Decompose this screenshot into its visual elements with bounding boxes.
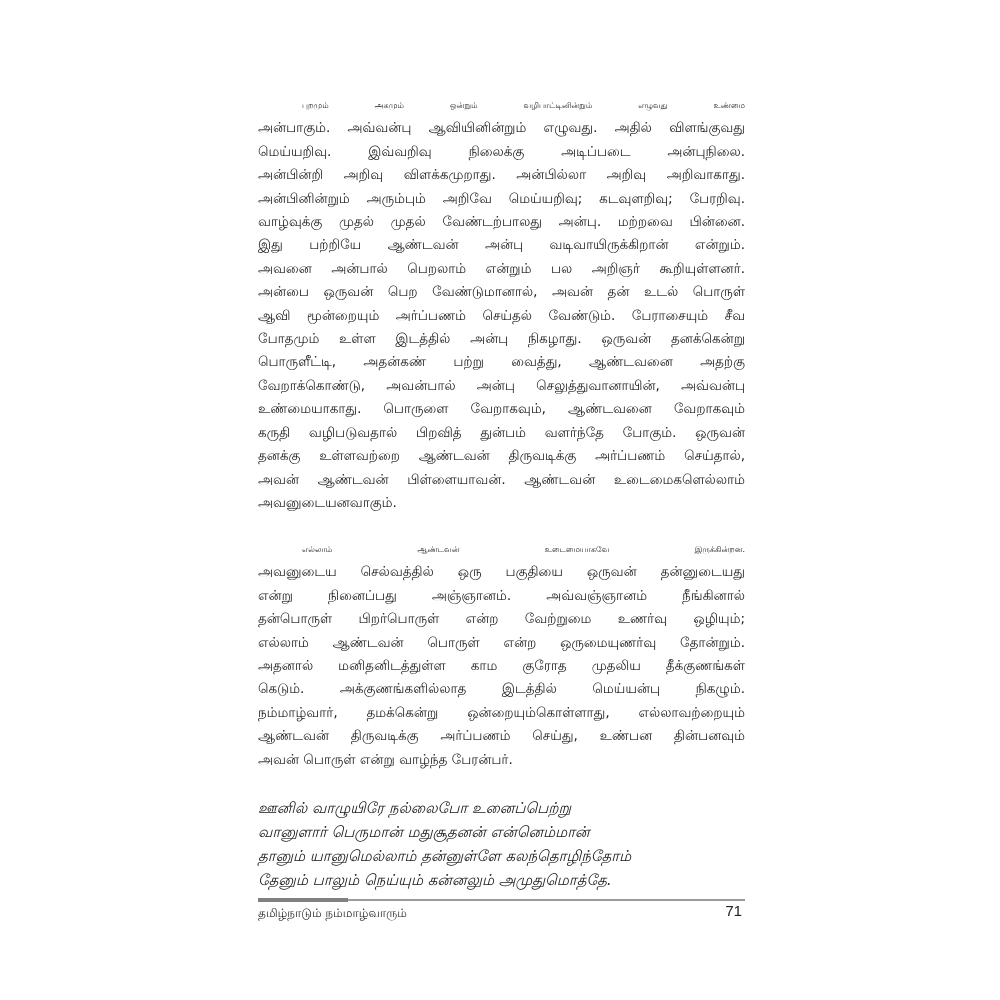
- text-line: அதனால் மனிதனிடத்துள்ள காம குரோத முதலிய தீக்குணங்கள்: [258, 658, 745, 675]
- text-line: புறமும் அகமும் ஒன்றும் வழிபாட்டினின்றும் எழுவது உண்மை: [302, 101, 745, 110]
- page-number: 71: [725, 903, 742, 920]
- text-line: போதமும் உள்ள இடத்தில் அன்பு நிகழாது. ஒருவன் தனக்கென்று: [258, 331, 745, 348]
- text-line: கருதி வழிபடுவதால் பிறவித் துன்பம் வளர்ந்தே போகும். ஒருவன்: [258, 424, 745, 441]
- running-footer-title: தமிழ்நாடும் நம்மாழ்வாரும்: [258, 906, 407, 920]
- text-line: அன்பாகும். அவ்வன்பு ஆவியினின்றும் எழுவது. அதில் விளங்குவது: [258, 120, 745, 137]
- text-line: ஆவி மூன்றையும் அர்ப்பணம் செய்தல் வேண்டும். பேராசையும் சீவ: [258, 307, 745, 324]
- paragraph-2: [258, 538, 745, 772]
- text-line: வாழ்வுக்கு முதல் முதல் வேண்டற்பாலது அன்பு. மற்றவை பின்னை.: [258, 214, 745, 231]
- verse-line: தானும் யானுமெல்லாம் தன்னுள்ளே கலந்தொழிந்தோம்: [258, 847, 632, 865]
- text-line: அன்பை ஒருவன் பெற வேண்டுமானால், அவன் தன் உடல் பொருள்: [258, 284, 745, 301]
- verse-line: தேனும் பாலும் நெய்யும் கன்னலும் அமுதுமொத்தே.: [258, 871, 612, 889]
- text-line: அவனை அன்பால் பெறலாம் என்றும் பல அறிஞர் கூறியுள்ளனர்.: [258, 260, 745, 277]
- text-line: எல்லாம் ஆண்டவன் பொருள் என்ற ஒருமையுணர்வு தோன்றும்.: [258, 634, 745, 651]
- footer-rule-line: [348, 899, 745, 901]
- footer-rule: [258, 898, 745, 902]
- verse-line: வானுளார் பெருமான் மதுசூதனன் என்னெம்மான்: [258, 823, 590, 841]
- text-line: பொருளீட்டி, அதன்கண் பற்று வைத்து, ஆண்டவனை அதற்கு: [258, 354, 745, 371]
- text-line: அன்பின்றி அறிவு விளக்கமுறாது. அன்பில்லா அறிவு அறிவாகாது.: [258, 167, 745, 184]
- verse-line: ஊனில் வாழுயிரே நல்லைபோ உனைப்பெற்று: [258, 799, 572, 817]
- text-line: நம்மாழ்வார், தமக்கென்று ஒன்றையும்கொள்ளாது, எல்லாவற்றையும்: [258, 704, 745, 721]
- text-line: மெய்யறிவு. இவ்வறிவு நிலைக்கு அடிப்படை அன்புநிலை.: [258, 143, 745, 160]
- paragraph-1: [258, 94, 745, 515]
- text-line: கெடும். அக்குணங்களில்லாத இடத்தில் மெய்யன்பு நிகழும்.: [258, 681, 745, 698]
- text-line: ஆண்டவன் திருவடிக்கு அர்ப்பணம் செய்து, உண்பன தின்பனவும்: [258, 728, 745, 745]
- text-line: அவனுடைய செல்வத்தில் ஒரு பகுதியை ஒருவன் தன்னுடையது: [258, 564, 745, 581]
- text-line: அன்பினின்றும் அரும்பும் அறிவே மெய்யறிவு; கடவுளறிவு; பேரறிவு.: [258, 190, 745, 207]
- text-line: உண்மையாகாது. பொருளை வேறாகவும், ஆண்டவனை வேறாகவும்: [258, 401, 745, 418]
- text-line: எல்லாம் ஆண்டவன் உடைமையாகவே இருக்கின்றன.: [302, 545, 745, 554]
- text-line: வேறாக்கொண்டு, அவன்பால் அன்பு செலுத்துவானாயின், அவ்வன்பு: [258, 377, 745, 394]
- text-line: தனக்கு உள்ளவற்றை ஆண்டவன் திருவடிக்கு அர்ப்பணம் செய்தால்,: [258, 448, 745, 465]
- text-line: இது பற்றியே ஆண்டவன் அன்பு வடிவாயிருக்கிறான் என்றும்.: [258, 237, 745, 254]
- text-line: அவனுடையனவாகும்.: [258, 494, 397, 511]
- verse-quote: [258, 796, 745, 892]
- text-line: என்று நினைப்பது அஞ்ஞானம். அவ்வஞ்ஞானம் நீங்கினால்: [258, 587, 745, 604]
- text-line: அவன் ஆண்டவன் பிள்ளையாவன். ஆண்டவன் உடைமைகளெல்லாம்: [258, 471, 745, 488]
- text-line: அவன் பொருள் என்று வாழ்ந்த பேரன்பர்.: [258, 751, 513, 768]
- footer-rule-accent: [258, 898, 348, 902]
- text-line: தன்பொருள் பிறர்பொருள் என்ற வேற்றுமை உணர்வு ஒழியும்;: [258, 611, 745, 628]
